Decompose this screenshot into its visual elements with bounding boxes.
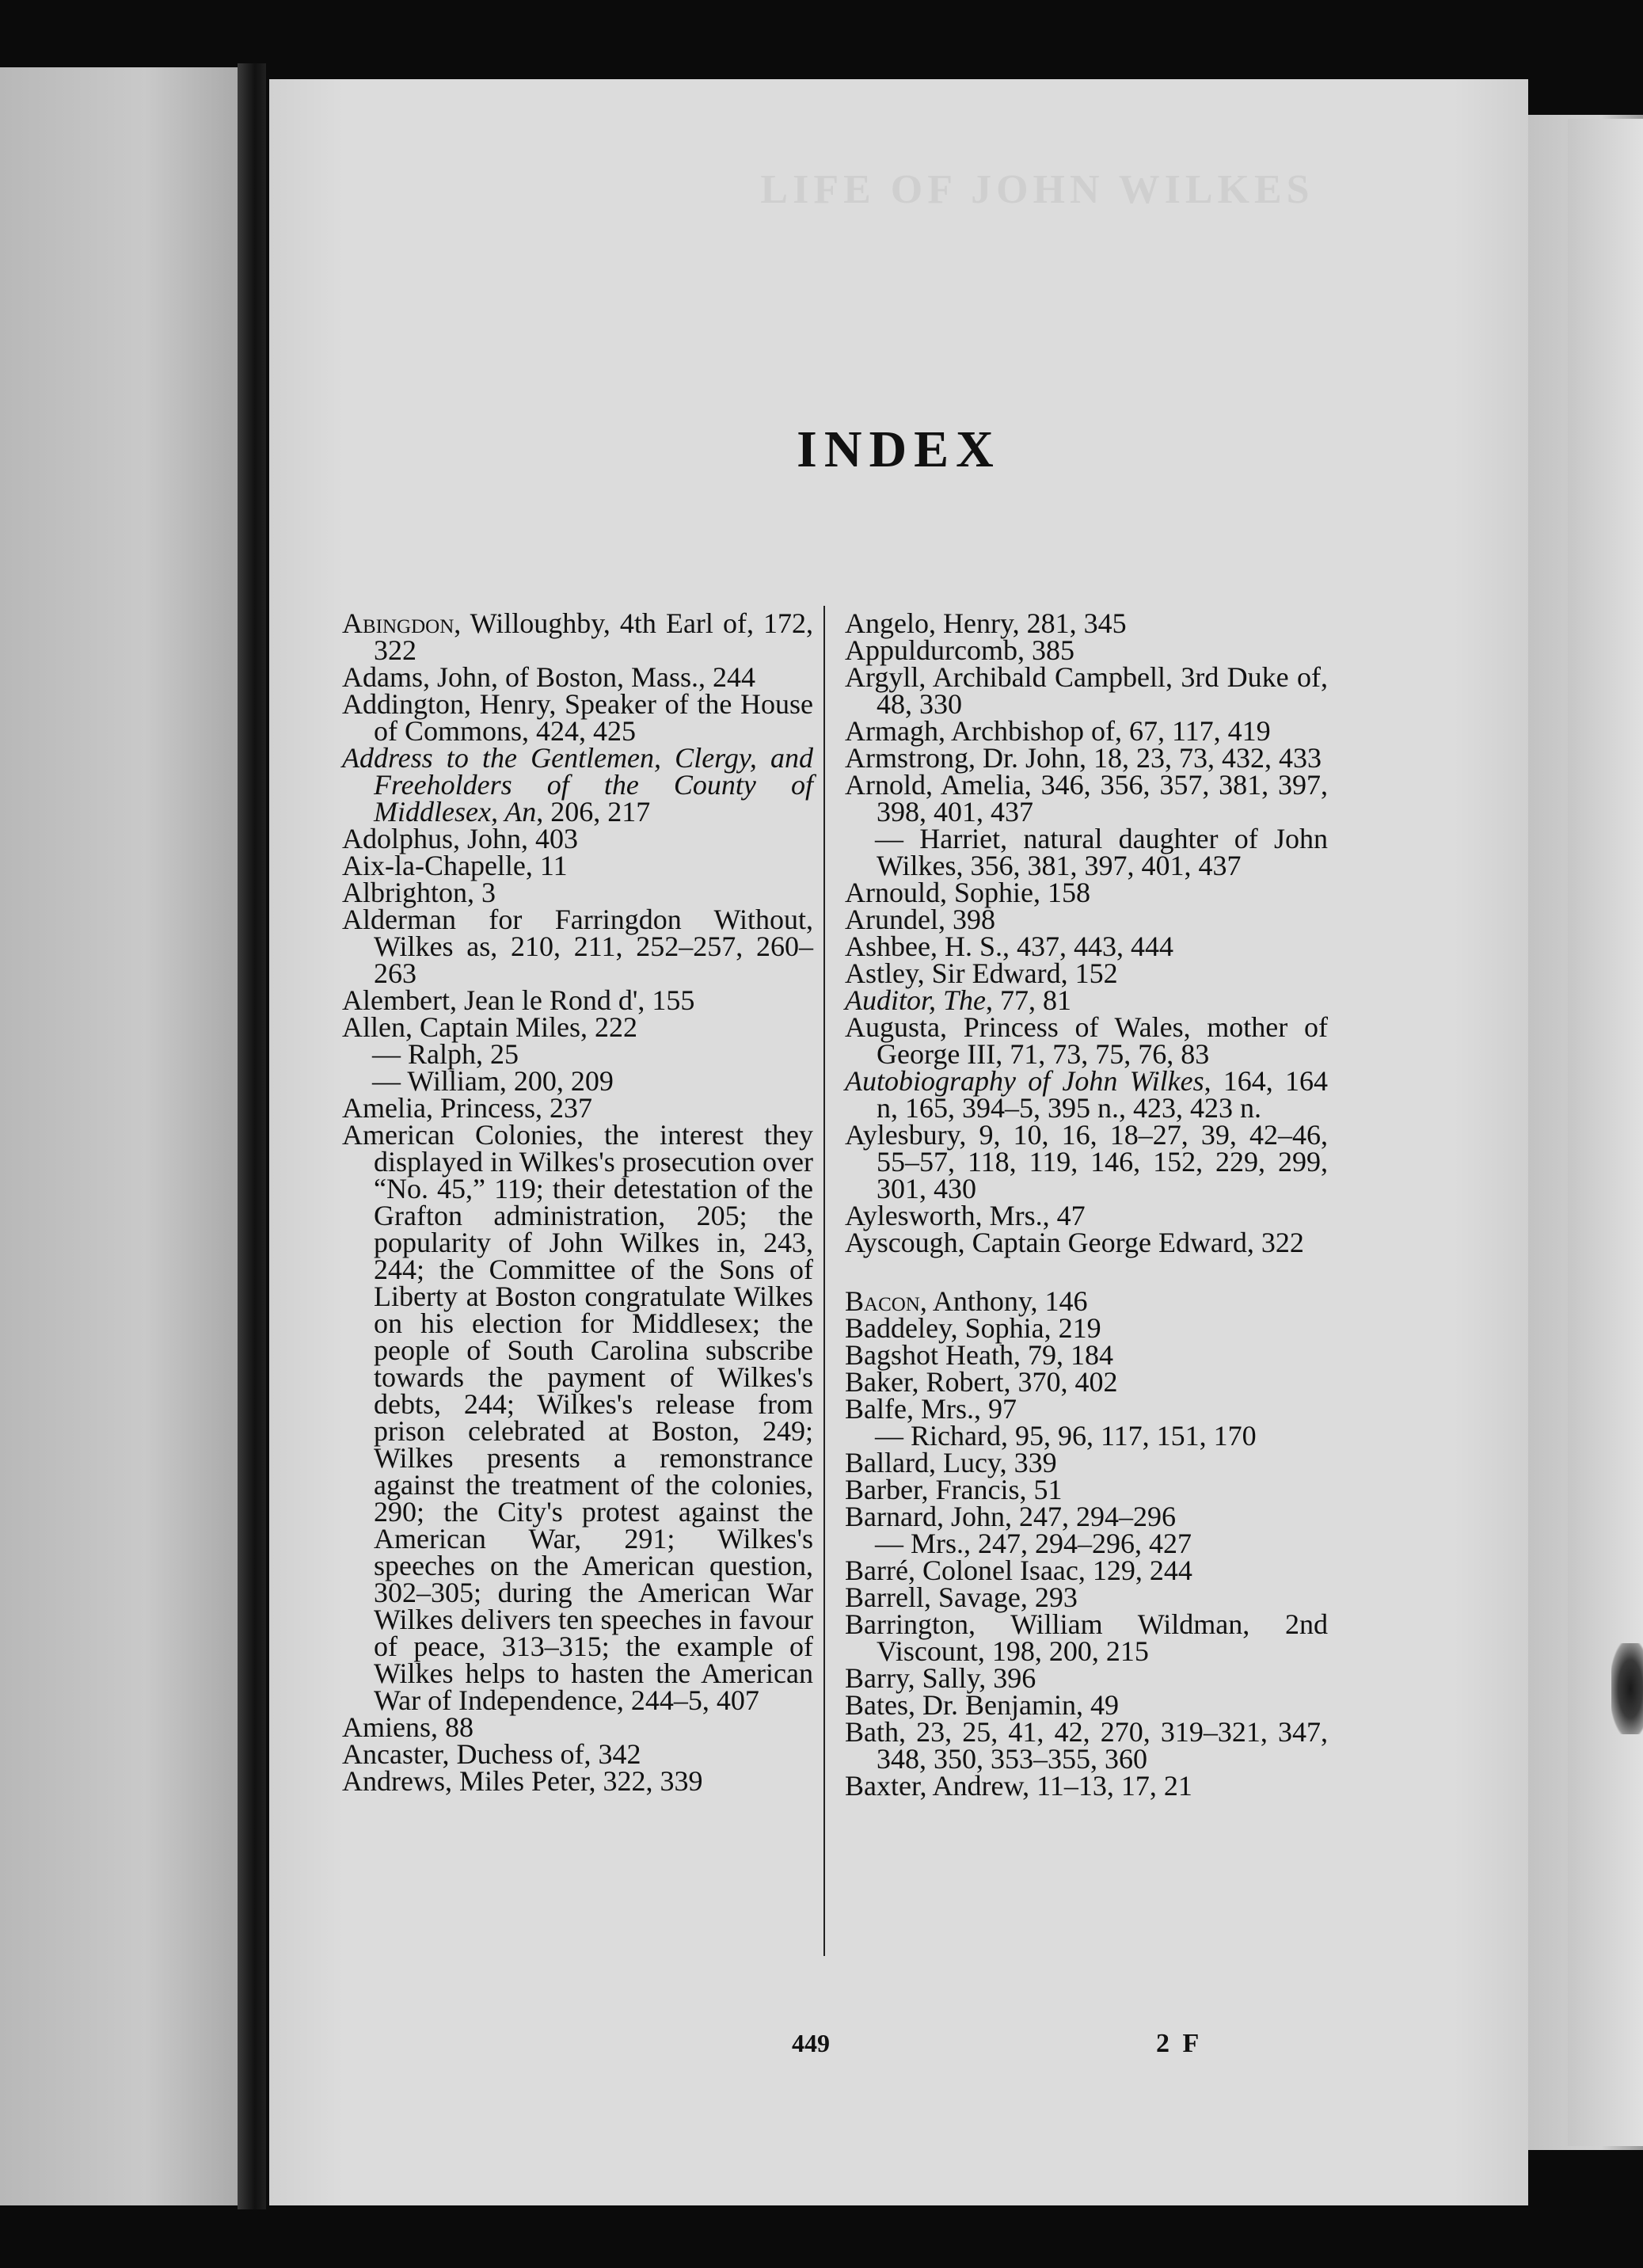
index-entry	[845, 1011, 1328, 1070]
entry-text: Argyll, Archibald Campbell, 3rd Duke of, 48, 330	[845, 661, 1328, 720]
entry-text: Bath, 23, 25, 41, 42, 270, 319–321, 347, 348, 350, 353–355, 360	[845, 1716, 1328, 1775]
index-entry	[342, 1092, 813, 1124]
entry-text: Armagh, Archbishop of, 67, 117, 419	[845, 715, 1271, 747]
index-entry	[845, 879, 1328, 906]
thumb-tab	[1611, 1643, 1643, 1734]
index-entry	[845, 769, 1328, 828]
index-entry	[342, 825, 813, 852]
entry-text: Alderman for Farringdon Without, Wilkes as, 210, 211, 252–257, 260–263	[342, 904, 813, 989]
entry-text: Augusta, Princess of Wales, mother of George III, 71, 73, 75, 76, 83	[845, 1011, 1328, 1070]
entry-text: Barrington, William Wildman, 2nd Viscount, 198, 200, 215	[845, 1608, 1328, 1667]
entry-text: Ancaster, Duchess of, 342	[342, 1738, 641, 1770]
entry-text: , 77, 81	[986, 984, 1072, 1016]
entry-text: , Willoughby, 4th Earl of, 172, 322	[374, 607, 813, 666]
index-entry	[342, 1121, 813, 1714]
index-entry	[845, 661, 1328, 720]
entry-text: Astley, Sir Edward, 152	[845, 957, 1118, 989]
index-entry	[845, 1202, 1328, 1229]
entry-text: Amelia, Princess, 237	[342, 1092, 592, 1124]
page-stack-edge-outer	[1568, 119, 1643, 2146]
entry-text: Arundel, 398	[845, 904, 995, 935]
index-entry	[845, 1121, 1328, 1202]
index-column-left	[342, 607, 813, 1797]
entry-text: Appuldurcomb, 385	[845, 634, 1074, 666]
index-entry	[845, 1581, 1328, 1613]
entry-text: Angelo, Henry, 281, 345	[845, 607, 1127, 639]
entry-text: Ashbee, H. S., 437, 443, 444	[845, 930, 1173, 962]
index-subentry	[342, 1038, 813, 1070]
entry-text: Baddeley, Sophia, 219	[845, 1312, 1101, 1344]
index-entry	[342, 984, 813, 1016]
index-entry	[845, 715, 1328, 747]
index-entry	[845, 1393, 1328, 1425]
entry-text: Barber, Francis, 51	[845, 1474, 1063, 1505]
page-title: INDEX	[797, 420, 1001, 478]
entry-text: , 164, 164 n, 165, 394–5, 395 n., 423, 423 n.	[877, 1065, 1329, 1124]
index-entry	[845, 984, 1328, 1016]
entry-italic-title: Auditor, The	[845, 984, 987, 1016]
entry-text: Arnould, Sophie, 158	[845, 877, 1090, 908]
entry-text: — Richard, 95, 96, 117, 151, 170	[875, 1420, 1257, 1452]
index-subentry	[845, 1420, 1328, 1452]
index-entry	[845, 1229, 1328, 1256]
index-entry	[342, 1711, 813, 1743]
index-entry	[845, 1554, 1328, 1586]
entry-text: Aylesworth, Mrs., 47	[845, 1200, 1086, 1231]
entry-text: Amiens, 88	[342, 1711, 474, 1743]
index-entry	[342, 1011, 813, 1043]
entry-text: Bates, Dr. Benjamin, 49	[845, 1689, 1119, 1721]
index-entry	[845, 1312, 1328, 1344]
index-entry	[845, 1065, 1329, 1124]
entry-text: American Colonies, the interest they displayed in Wilkes's prosecution over “No. 45,” 119; their detestation of the Grafton administration, 205; the popularity of John Wilkes in, 243, 244; the Committee of the Sons of Liberty at Boston congratulate Wilkes on his election for Middlesex; the people of South Carolina subscribe towards the payment of Wilkes's debts, 244; Wilkes's release from prison celebrated at Boston, 249; Wilkes presents a remonstrance against the treatment of the colonies, 290; the City's protest against the American War, 291; Wilkes's speeches on the American question, 302–305; during the American War Wilkes delivers ten speeches in favour of peace, 313–315; the example of Wilkes helps to hasten the American War of Independence, 244–5, 407	[342, 1119, 813, 1716]
facing-page-edge	[0, 67, 242, 2205]
index-entry	[845, 1366, 1328, 1398]
entry-text: — Harriet, natural daughter of John Wilkes, 356, 381, 397, 401, 437	[875, 823, 1328, 881]
show-through-running-head: LIFE OF JOHN WILKES	[760, 167, 1314, 212]
index-entry	[342, 1765, 813, 1797]
index-entry	[845, 957, 1328, 989]
entry-text: Addington, Henry, Speaker of the House of Commons, 424, 425	[342, 688, 813, 747]
index-entry	[845, 742, 1328, 774]
entry-text: Barry, Sally, 396	[845, 1662, 1036, 1694]
index-entry	[342, 852, 813, 879]
index-entry	[845, 1689, 1328, 1721]
index-entry	[845, 1476, 1328, 1503]
entry-text: Aix-la-Chapelle, 11	[342, 850, 568, 881]
entry-text: Aylesbury, 9, 10, 16, 18–27, 39, 42–46, 55–57, 118, 119, 146, 152, 229, 299, 301, 430	[845, 1119, 1328, 1204]
entry-text: Arnold, Amelia, 346, 356, 357, 381, 397, 398, 401, 437	[845, 769, 1328, 828]
index-entry	[845, 607, 1328, 639]
entry-text: Barrell, Savage, 293	[845, 1581, 1078, 1613]
entry-text: Adams, John, of Boston, Mass., 244	[342, 661, 756, 693]
entry-text: Balfe, Mrs., 97	[845, 1393, 1017, 1425]
book-gutter	[238, 63, 266, 2209]
entry-text: — Ralph, 25	[372, 1038, 519, 1070]
entry-text: Allen, Captain Miles, 222	[342, 1011, 637, 1043]
index-column-right	[845, 607, 1329, 1802]
entry-text: Alembert, Jean le Rond d', 155	[342, 984, 695, 1016]
entry-text: , Anthony, 146	[919, 1285, 1088, 1317]
entry-text: Armstrong, Dr. John, 18, 23, 73, 432, 433	[845, 742, 1322, 774]
index-entry	[845, 906, 1328, 933]
entry-text: — William, 200, 209	[372, 1065, 614, 1097]
index-entry	[845, 1662, 1328, 1694]
index-subentry	[845, 825, 1328, 879]
index-entry	[845, 1770, 1328, 1802]
entry-text: Bagshot Heath, 79, 184	[845, 1339, 1113, 1371]
entry-lead-word: Bacon	[845, 1285, 920, 1317]
entry-text: , 206, 217	[536, 796, 651, 828]
index-entry	[845, 1608, 1328, 1667]
entry-text: Baxter, Andrew, 11–13, 17, 21	[845, 1770, 1192, 1802]
entry-text: Ballard, Lucy, 339	[845, 1447, 1057, 1478]
index-entry	[342, 1738, 813, 1770]
entry-italic-title: Autobiography of John Wilkes	[845, 1065, 1204, 1097]
index-entry	[845, 1503, 1328, 1530]
index-subentry	[342, 1065, 813, 1097]
index-entry	[845, 1285, 1328, 1317]
column-divider	[823, 606, 825, 1956]
index-entry	[342, 742, 813, 828]
page-number: 449	[792, 2029, 830, 2057]
index-entry	[342, 661, 813, 693]
entry-text: Ayscough, Captain George Edward, 322	[845, 1227, 1304, 1258]
index-entry	[342, 879, 813, 906]
signature-mark: 2 F	[1156, 2029, 1203, 2058]
entry-text: Albrighton, 3	[342, 877, 496, 908]
index-entry	[845, 930, 1328, 962]
index-entry	[845, 1339, 1328, 1371]
entry-text: Adolphus, John, 403	[342, 823, 579, 854]
entry-text: Barré, Colonel Isaac, 129, 244	[845, 1554, 1192, 1586]
index-entry	[342, 906, 813, 987]
index-entry	[845, 1449, 1328, 1476]
entry-text: — Mrs., 247, 294–296, 427	[875, 1528, 1192, 1559]
entry-text: Andrews, Miles Peter, 322, 339	[342, 1765, 703, 1797]
index-entry	[342, 607, 813, 666]
index-entry	[845, 1716, 1328, 1775]
entry-lead-word: Abingdon	[342, 607, 454, 639]
letter-section-gap	[845, 1256, 1328, 1288]
entry-italic-title: Address to the Gentlemen, Clergy, and Freeholders of the County of Middlesex, An	[342, 742, 813, 828]
index-page	[269, 79, 1528, 2205]
index-subentry	[845, 1530, 1328, 1557]
index-entry	[845, 634, 1328, 666]
entry-text: Baker, Robert, 370, 402	[845, 1366, 1118, 1398]
entry-text: Barnard, John, 247, 294–296	[845, 1501, 1176, 1532]
index-entry	[342, 688, 813, 747]
